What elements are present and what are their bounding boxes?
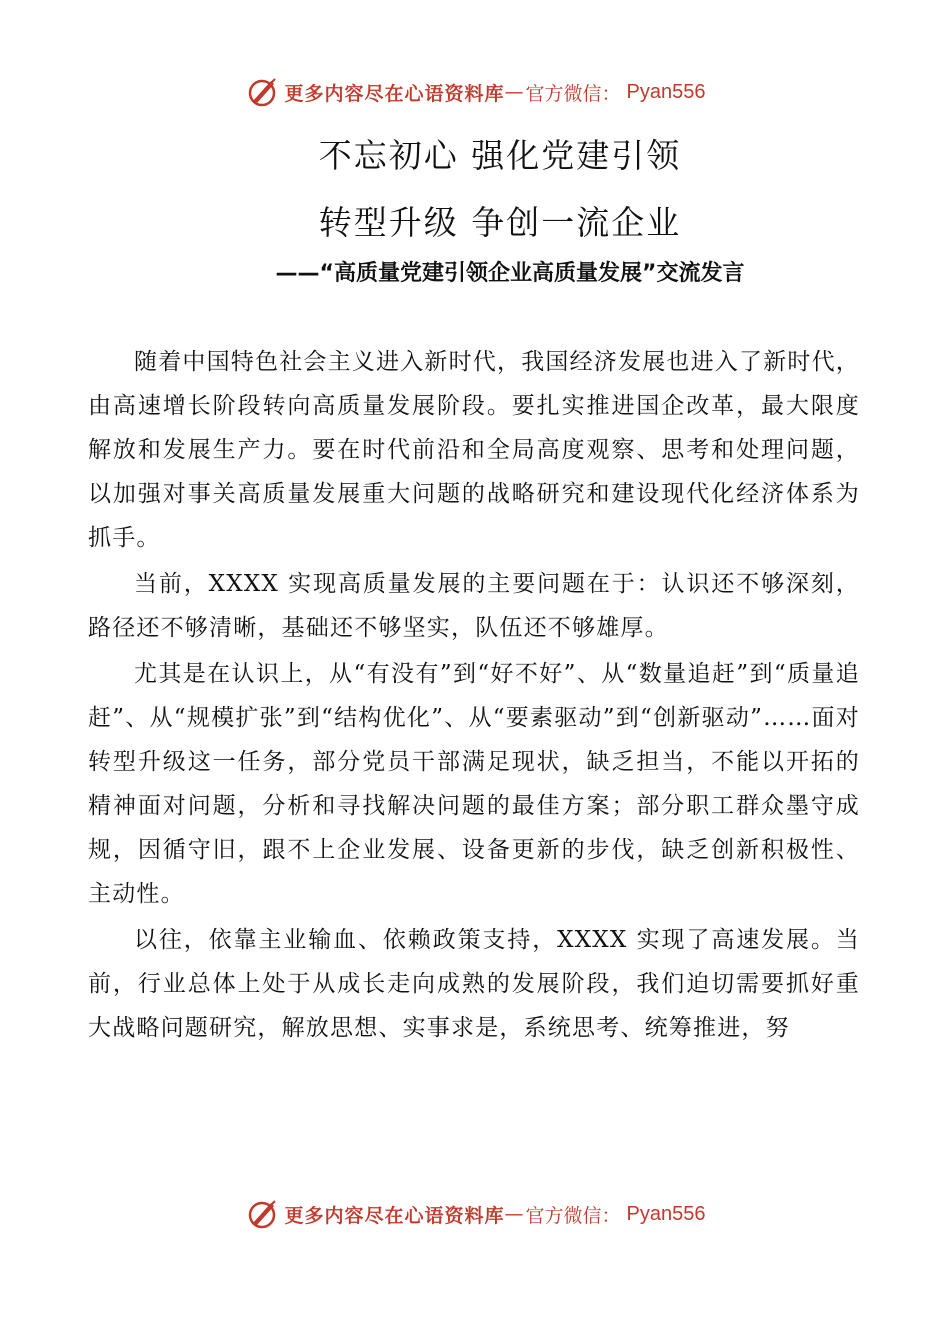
- banner-dash: —: [504, 81, 524, 103]
- document-title-line-2: 转型升级 争创一流企业: [318, 203, 682, 242]
- document-body: [88, 340, 860, 1052]
- document-title-line-1: 不忘初心 强化党建引领: [318, 136, 682, 175]
- paragraph: 以往，依靠主业输血、依赖政策支持，XXXX 实现了高速发展。当前，行业总体上处于从成长走向成熟的发展阶段，我们迫切需要抓好重大战略问题研究，解放思想、实事求是，系统思考、统筹推进，努: [88, 927, 860, 1041]
- banner-wechat-id: Pyan556: [626, 80, 706, 103]
- banner-brand-text: 更多内容尽在心语资料库: [284, 82, 505, 105]
- footer-watermark-banner: [0, 1194, 950, 1234]
- banner-dash: —: [504, 1203, 524, 1225]
- banner-wechat-label: 官方微信：: [525, 1204, 621, 1227]
- quill-logo-icon: [245, 75, 279, 109]
- banner-wechat-id: Pyan556: [626, 1202, 706, 1225]
- document-subtitle: ——“高质量党建引领企业高质量发展”交流发言: [275, 261, 745, 286]
- banner-wechat-label: 官方微信：: [525, 82, 621, 105]
- paragraph: 随着中国特色社会主义进入新时代，我国经济发展也进入了新时代，由高速增长阶段转向高质量发展阶段。要扎实推进国企改革，最大限度解放和发展生产力。要在时代前沿和全局高度观察、思考和处理问题，以加强对事关高质量发展重大问题的战略研究和建设现代化经济体系为抓手。: [88, 349, 860, 551]
- quill-logo-icon: [245, 1197, 279, 1231]
- paragraph: 尤其是在认识上，从“有没有”到“好不好”、从“数量追赶”到“质量追赶”、从“规模扩张”到“结构优化”、从“要素驱动”到“创新驱动”……面对转型升级这一任务，部分党员干部满足现状，缺乏担当，不能以开拓的精神面对问题，分析和寻找解决问题的最佳方案；部分职工群众墨守成规，因循守旧，跟不上企业发展、设备更新的步伐，缺乏创新积极性、主动性。: [88, 661, 860, 907]
- paragraph: 当前，XXXX 实现高质量发展的主要问题在于：认识还不够深刻，路径还不够清晰，基础还不够坚实，队伍还不够雄厚。: [88, 571, 860, 641]
- header-watermark-banner: [0, 72, 950, 112]
- banner-brand-text: 更多内容尽在心语资料库: [284, 1204, 505, 1227]
